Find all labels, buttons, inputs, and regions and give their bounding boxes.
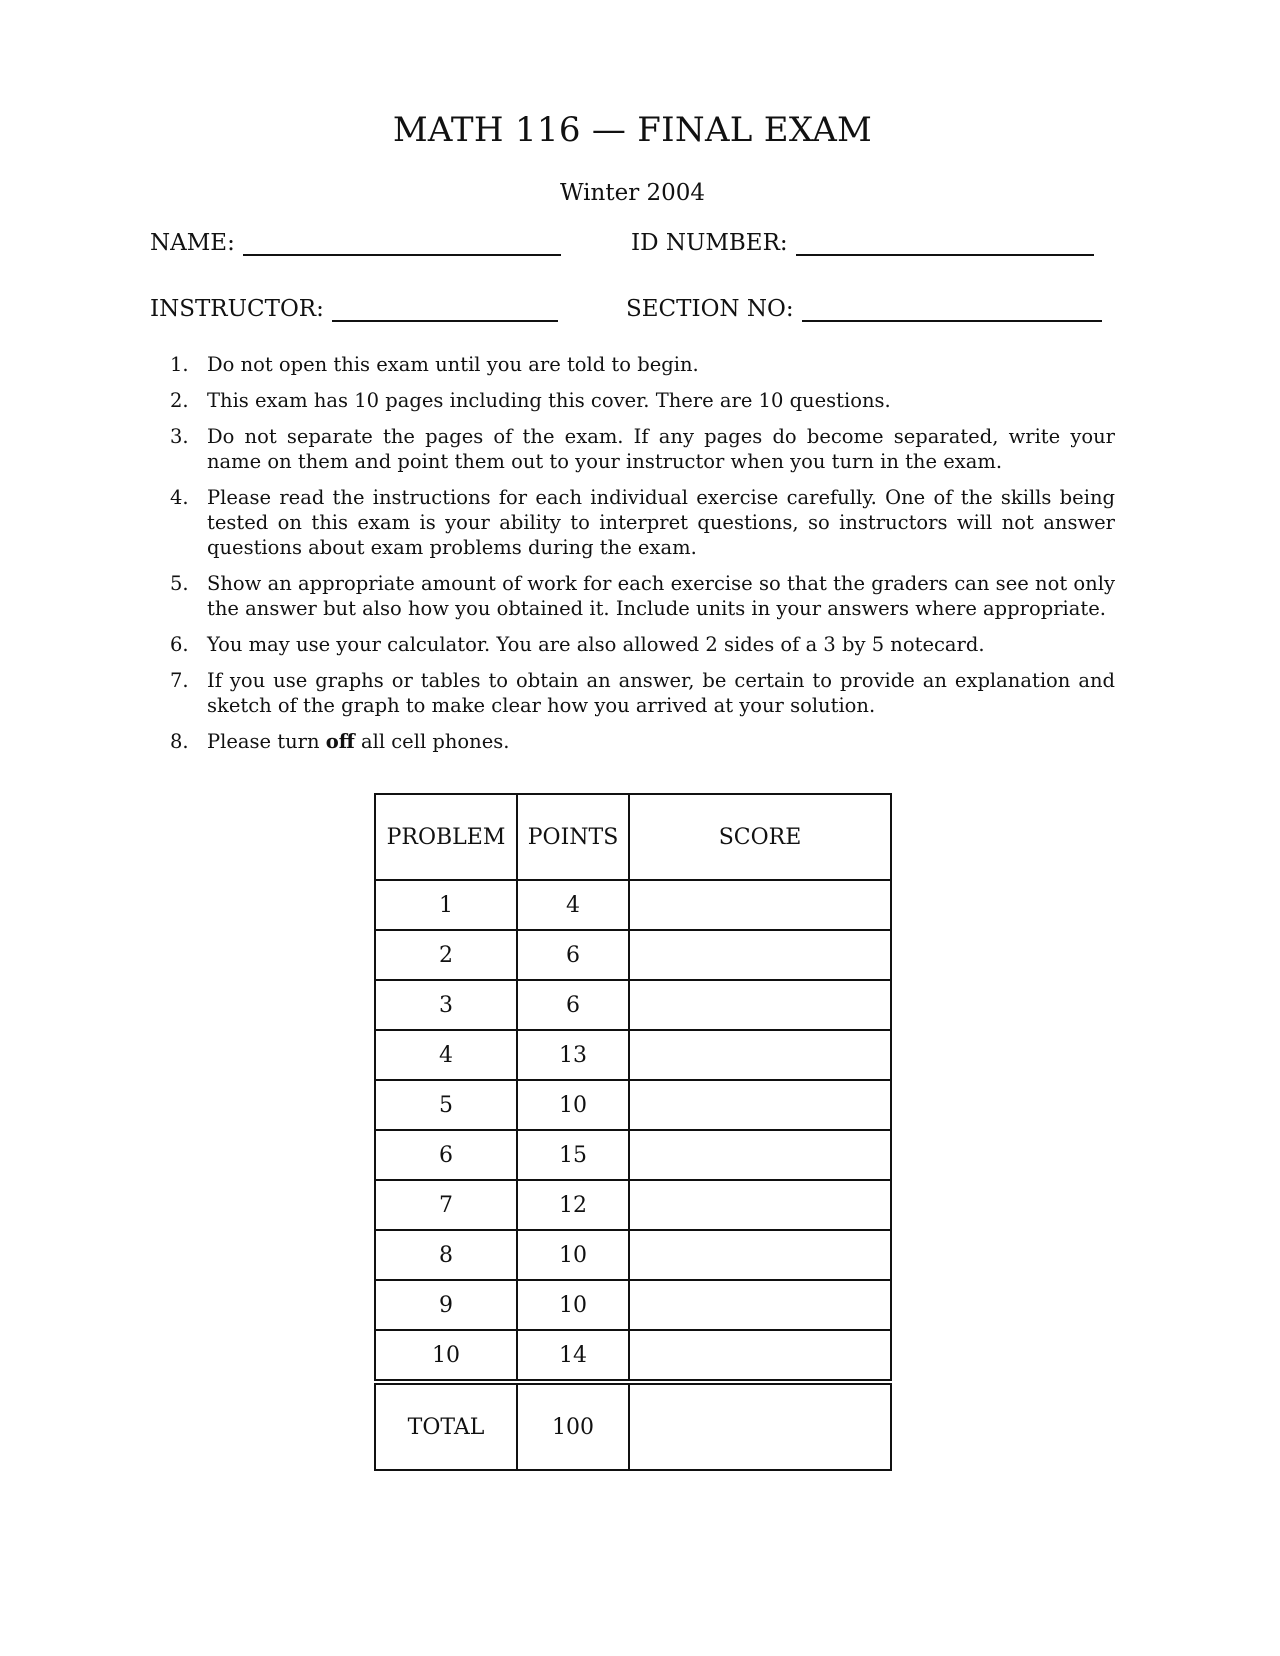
instruction-number: 3. [170,425,189,448]
instruction-text-end: all cell phones. [354,730,510,753]
instruction-text: Show an appropriate amount of work for each exercise so that the graders can see not only the answer but also how you obtained it. Include units in your answers where appropriate. [207,572,1115,620]
section-field [626,296,1102,322]
instruction-number: 4. [170,486,189,509]
points-cell: 14 [517,1330,629,1382]
table-row [375,1330,891,1382]
instruction-item [170,352,1115,377]
instruction-number: 5. [170,572,189,595]
score-table-header-row [375,794,891,880]
table-row [375,1080,891,1130]
score-cell[interactable] [629,1030,891,1080]
instruction-item [170,571,1115,621]
problem-cell: 4 [375,1030,517,1080]
instruction-text [207,729,1115,754]
problem-cell: 8 [375,1230,517,1280]
instruction-number: 8. [170,730,189,753]
points-cell: 15 [517,1130,629,1180]
exam-term: Winter 2004 [559,180,706,206]
problem-cell: 9 [375,1280,517,1330]
score-cell[interactable] [629,1280,891,1330]
section-label: SECTION NO: [626,296,794,322]
section-blank[interactable] [802,298,1102,322]
score-header: SCORE [629,794,891,880]
name-label: NAME: [150,230,235,256]
instruction-text: If you use graphs or tables to obtain an answer, be certain to provide an explanation and sketch of the graph to make clear how you arrived at your solution. [207,669,1115,717]
instruction-item [170,632,1115,657]
points-header: POINTS [517,794,629,880]
problem-cell: 10 [375,1330,517,1382]
name-field [150,230,561,256]
table-row [375,1180,891,1230]
points-cell: 10 [517,1230,629,1280]
table-row [375,880,891,930]
score-cell[interactable] [629,930,891,980]
instructor-field [150,296,558,322]
instruction-item [170,668,1115,718]
name-blank[interactable] [243,232,561,256]
exam-title: MATH 116 — FINAL EXAM [392,110,873,150]
instruction-number: 7. [170,669,189,692]
score-cell[interactable] [629,1130,891,1180]
total-points: 100 [517,1382,629,1470]
instruction-text: Do not separate the pages of the exam. If any pages do become separated, write your name on them and point them out to your instructor when you turn in the exam. [207,425,1115,473]
instructions-list [170,352,1115,765]
problem-cell: 7 [375,1180,517,1230]
points-cell: 4 [517,880,629,930]
problem-cell: 6 [375,1130,517,1180]
table-row [375,980,891,1030]
table-row [375,1230,891,1280]
table-row [375,1130,891,1180]
id-number-field [631,230,1094,256]
problem-cell: 1 [375,880,517,930]
total-row [375,1382,891,1470]
score-cell[interactable] [629,1080,891,1130]
score-cell[interactable] [629,1180,891,1230]
instruction-item [170,729,1115,754]
instruction-text-bold: off [325,730,355,753]
table-row [375,1030,891,1080]
instruction-number: 6. [170,633,189,656]
score-cell[interactable] [629,880,891,930]
score-cell[interactable] [629,1230,891,1280]
instruction-number: 2. [170,389,189,412]
table-row [375,930,891,980]
id-number-label: ID NUMBER: [631,230,788,256]
instruction-text: Do not open this exam until you are told to begin. [207,353,699,376]
instruction-text: Please read the instructions for each individual exercise carefully. One of the skills being tested on this exam is your ability to interpret questions, so instructors will not answer questions about exam problems during the exam. [207,486,1115,559]
points-cell: 10 [517,1280,629,1330]
score-table [374,793,892,1471]
problem-cell: 5 [375,1080,517,1130]
instruction-item [170,388,1115,413]
id-number-blank[interactable] [796,232,1094,256]
score-cell[interactable] [629,1330,891,1382]
instructor-label: INSTRUCTOR: [150,296,324,322]
points-cell: 6 [517,980,629,1030]
points-cell: 6 [517,930,629,980]
instruction-item [170,424,1115,474]
problem-header: PROBLEM [375,794,517,880]
instruction-text-start: Please turn [207,730,326,753]
instruction-text: This exam has 10 pages including this cover. There are 10 questions. [207,389,891,412]
points-cell: 12 [517,1180,629,1230]
instruction-text: You may use your calculator. You are also allowed 2 sides of a 3 by 5 notecard. [207,633,985,656]
score-cell[interactable] [629,980,891,1030]
instructor-blank[interactable] [332,298,558,322]
instruction-number: 1. [170,353,189,376]
instruction-item [170,485,1115,560]
total-label: TOTAL [375,1382,517,1470]
table-row [375,1280,891,1330]
total-score-cell[interactable] [629,1382,891,1470]
problem-cell: 2 [375,930,517,980]
problem-cell: 3 [375,980,517,1030]
points-cell: 13 [517,1030,629,1080]
points-cell: 10 [517,1080,629,1130]
